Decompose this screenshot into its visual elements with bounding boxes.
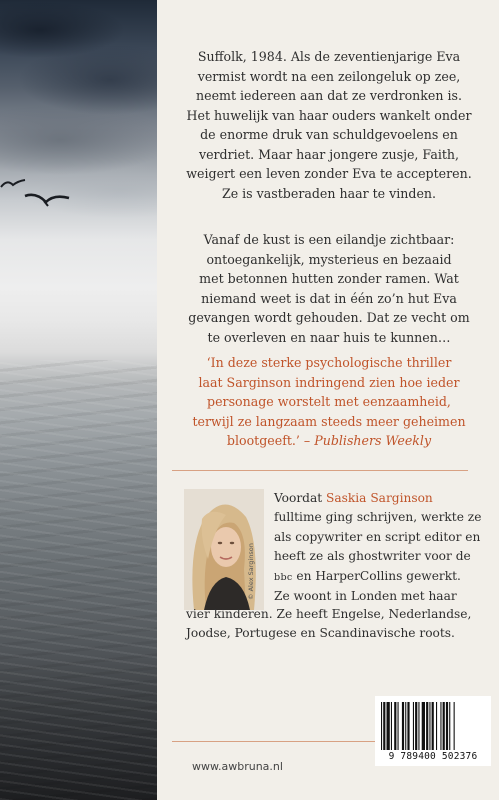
barcode-bar (394, 702, 396, 750)
wet-sand-beach (0, 360, 157, 800)
barcode-bar (440, 702, 441, 750)
text-line: Suffolk, 1984. Als de zeventienjarige Eva (197, 49, 461, 64)
barcode-bar (446, 702, 448, 750)
photo-credit: © Alex Sarginson (247, 543, 255, 600)
text-line: neemt iedereen aan dat ze verdronken is. (196, 88, 462, 103)
text-line: Vanaf de kust is een eilandje zichtbaar: (203, 232, 455, 247)
barcode-bar (415, 702, 417, 750)
quote-line: blootgeeft.’ – (226, 433, 315, 448)
bio-line: Joodse, Portugese en Scandinavische roots. (186, 626, 455, 641)
barcode-bar (443, 702, 445, 750)
barcode-bar (402, 702, 404, 750)
barcode-bar (413, 702, 414, 750)
quote-line: terwijl ze langzaam steeds meer geheimen (192, 413, 466, 429)
bio-line (274, 567, 494, 587)
text-line: ontoegankelijk, mysterieus en bezaaid (206, 251, 452, 267)
synopsis-paragraph-2 (170, 230, 488, 347)
barcode-bar (454, 702, 455, 750)
text-line: te overleven en naar huis te kunnen… (207, 329, 451, 345)
isbn-number: 9 789400 502376 (388, 751, 478, 762)
barcode-bar (449, 702, 450, 750)
quote-line: ‘In deze sterke psychologische thriller (206, 355, 452, 370)
barcode-bar (429, 702, 430, 750)
barcode-bars (379, 702, 487, 750)
barcode-bar (407, 702, 409, 750)
text-line: niemand weet is dat in één zo’n hut Eva (201, 290, 457, 306)
text-line: verdriet. Maar haar jongere zusje, Faith, (198, 146, 460, 162)
barcode-bar (418, 702, 419, 750)
text-line: vermist wordt na een zeilongeluk op zee, (197, 68, 461, 84)
author-name: Saskia Sarginson (326, 491, 433, 505)
bio-line: heeft ze als ghostwriter voor de (274, 549, 471, 564)
cover-photo-strip (0, 0, 157, 800)
quote-line: personage worstelt met eenzaamheid, (207, 394, 451, 409)
review-source: Publishers Weekly (314, 433, 432, 448)
bio-line: als copywriter en script editor en (274, 529, 481, 544)
bbc-smallcaps: bbc (274, 571, 293, 583)
review-quote (170, 353, 488, 451)
bio-text: en HarperCollins gewerkt. (292, 568, 461, 583)
synopsis-paragraph-1 (170, 47, 488, 203)
barcode-bar (383, 702, 385, 750)
barcode-bar (432, 702, 434, 750)
bio-line (274, 489, 494, 508)
text-line: gevangen wordt gehouden. Dat ze vecht om (188, 310, 470, 325)
text-line: Ze is vastberaden haar te vinden. (221, 185, 437, 201)
seagull-icon (24, 190, 70, 212)
barcode-bar (405, 702, 406, 750)
barcode-bar (426, 702, 428, 750)
bio-line: vier kinderen. Ze heeft Engelse, Nederlandse, (186, 607, 472, 621)
text-line: de enorme druk van schuldgevoelens en (200, 127, 458, 142)
quote-line: laat Sarginson indringend zien hoe ieder (198, 374, 460, 390)
divider (172, 470, 468, 471)
barcode-bar (398, 702, 399, 750)
barcode-bar (391, 702, 392, 750)
bio-line: fulltime ging schrijven, werkte ze (274, 510, 482, 525)
seagull-icon (0, 178, 26, 192)
text-line: Het huwelijk van haar ouders wankelt onder (186, 107, 472, 123)
barcode-bar (422, 702, 425, 750)
isbn-barcode (375, 696, 491, 766)
bio-line: Ze woont in Londen met haar (274, 589, 457, 604)
barcode-bar (436, 702, 437, 750)
barcode-bar (381, 702, 382, 750)
bio-prefix: Voordat (274, 491, 327, 505)
text-line: weigert een leven zonder Eva te accepteren. (186, 166, 472, 181)
text-line: met betonnen hutten zonder ramen. Wat (199, 271, 459, 286)
barcode-bar (387, 702, 390, 750)
author-bio-continued (186, 605, 486, 644)
publisher-website[interactable]: www.awbruna.nl (192, 760, 283, 773)
author-bio (274, 489, 494, 606)
